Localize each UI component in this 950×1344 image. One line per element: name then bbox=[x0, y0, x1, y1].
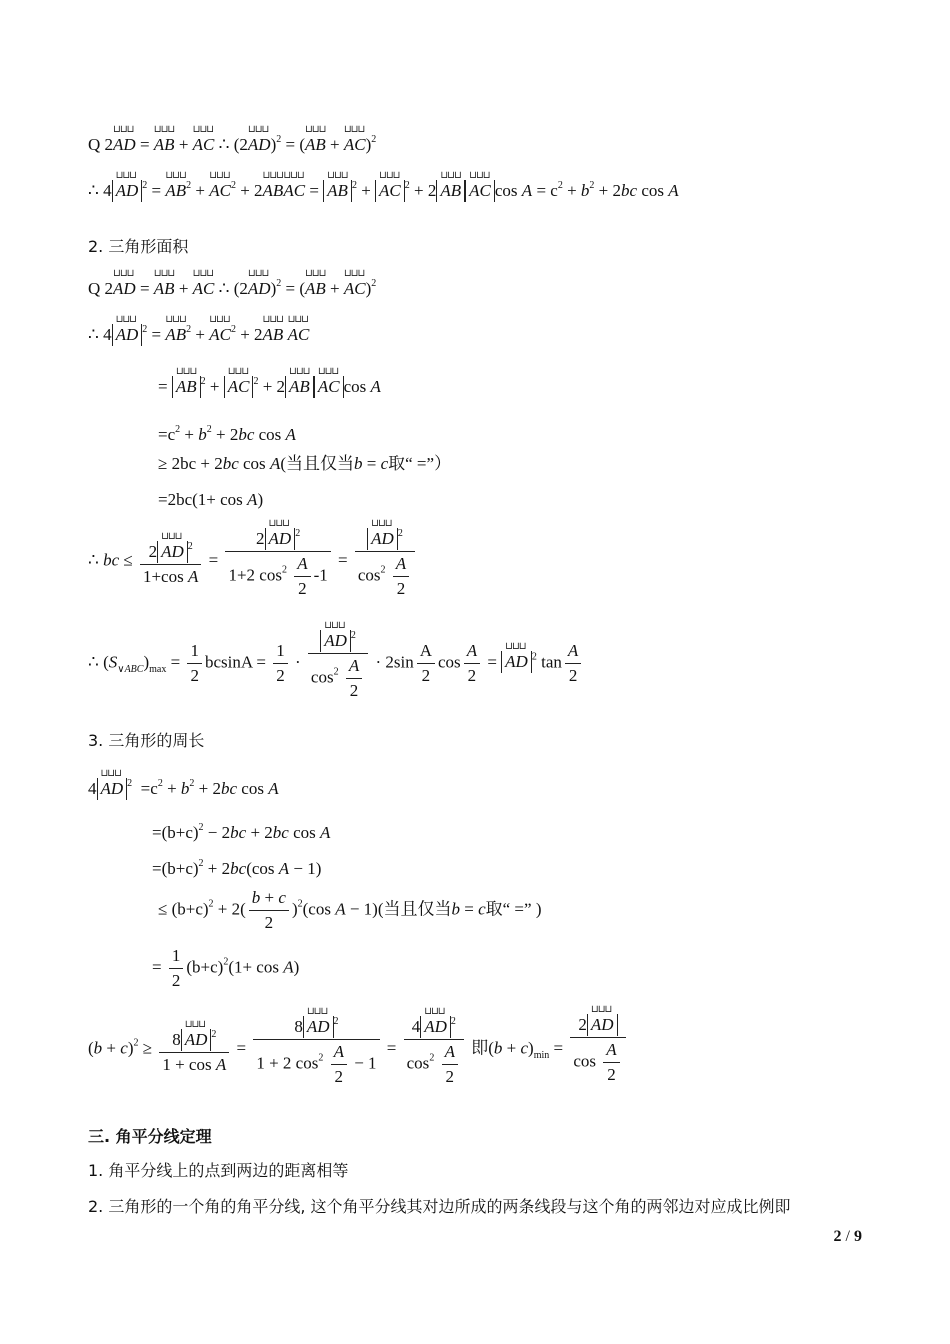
section-heading-area: 2. 三角形面积 bbox=[88, 237, 189, 256]
area-line-4: $=c^2 + b^2 + 2bc$ cos A bbox=[158, 424, 296, 444]
section-heading-angle-bisector: 三. 角平分线定理 bbox=[88, 1127, 212, 1146]
perimeter-min: $(b + c)^2$ ≥ $\frac{8⊔⊔⊔ AD ^2}{\text{1 + cos A}}$ = 8⊔⊔⊔ AD $^2$ 1 + 2 $\cos^2$ $\frac{A}{2}$ − 1 = 4⊔⊔⊔ AD $^2$ $\cos^2$ $\frac{A}{2}$ 即$(b + c)_{min}$ = 2⊔⊔⊔ AD cos $\frac{A}{2}$ bbox=[88, 1012, 629, 1087]
perimeter-line-5: = $\frac{1}{2}$ $(b+c)^2(1+ \cos A)$ bbox=[152, 946, 300, 990]
perimeter-line-4: ≤ $(b+c)^2 + 2$( $\frac{b + c}{2}$ )$^2$(cos A − 1)(当且仅当b = c取“ =” ) bbox=[158, 888, 542, 932]
area-line-6: =2bc(1+ cos A) bbox=[158, 490, 264, 509]
area-bc-bound: ∴ bc ≤ $\frac{2⊔⊔⊔ AD ^2}{\text{1+cos A}}$ = 2⊔⊔⊔ AD $^2$ 1+2 $\cos^2$ $\frac{A}{2}$ -1 = ⊔⊔⊔ AD $^2$ $\cos^2$ $\frac{A}{2}$ bbox=[88, 524, 418, 599]
page-number bbox=[834, 1228, 862, 1246]
section-heading-perimeter: 3. 三角形的周长 bbox=[88, 731, 205, 750]
page-total: 9 bbox=[854, 1228, 862, 1245]
page-current: 2 bbox=[833, 1228, 842, 1245]
area-max: ∴ $(S_{\vee ABC})_{max}$ = $\frac{1}{2}$ bcsinA = $\frac{1}{2}$ · ⊔⊔⊔ AD $^2$ $\cos^2$ $\frac{A}{2}$ · 2sin $\frac{A}{2}$ cos $\frac{A}{2}$ = ⊔⊔⊔ AD $^2$ tan $\frac{A}{2}$ bbox=[88, 626, 584, 701]
area-line-1: Q 2⊔⊔⊔ AD = ⊔⊔⊔ AB + ⊔⊔⊔ AC ∴ (2⊔⊔⊔ AD)$^2$ = (⊔⊔⊔ AB + ⊔⊔⊔ AC)$^2$ bbox=[88, 274, 376, 299]
perimeter-line-2: $=(b+c)^2 - 2bc + 2bc$ cos A bbox=[152, 822, 331, 842]
formula-line-1: Q 2⊔⊔⊔ AD = ⊔⊔⊔ AB + ⊔⊔⊔ AC ∴ (2⊔⊔⊔ AD)$^2$ = (⊔⊔⊔ AB + ⊔⊔⊔ AC)$^2$ bbox=[88, 130, 376, 155]
area-line-3: = ⊔⊔⊔ AB $^2$ + ⊔⊔⊔ AC $^2$ + 2⊔⊔⊔ AB⊔⊔⊔ AC cos A bbox=[158, 372, 381, 397]
theorem-item-2: 2. 三角形的一个角的角平分线, 这个角平分线其对边所成的两条线段与这个角的两邻边对应成比例即 bbox=[88, 1197, 791, 1216]
formula-line-2: ∴ 4⊔⊔⊔ AD $^2$ = ⊔⊔⊔ $AB^2$ + ⊔⊔⊔ $AC^2$ + 2⊔⊔⊔ AB⊔⊔⊔ AC = ⊔⊔⊔ AB $^2$ + ⊔⊔⊔ AC $^2$ + 2⊔⊔⊔ AB⊔⊔⊔ AC $\cos A = c^2 + b^2 + 2bc$ cos A bbox=[88, 176, 679, 201]
perimeter-line-1: 4⊔⊔⊔ AD $^2 =c^2 + b^2 + 2bc$ cos A bbox=[88, 774, 279, 799]
perimeter-line-3: $=(b+c)^2 + 2bc(\cos$ A − 1) bbox=[152, 858, 322, 878]
theorem-item-1: 1. 角平分线上的点到两边的距离相等 bbox=[88, 1161, 349, 1180]
page-separator: / bbox=[845, 1228, 850, 1245]
area-line-5: ≥ 2bc + 2bc cos A(当且仅当b = c取“ =”） bbox=[158, 454, 452, 473]
area-line-2: ∴ 4⊔⊔⊔ AD $^2$ = ⊔⊔⊔ $AB^2$ + ⊔⊔⊔ $AC^2$ + 2⊔⊔⊔ AB ⊔⊔⊔ AC bbox=[88, 320, 309, 345]
